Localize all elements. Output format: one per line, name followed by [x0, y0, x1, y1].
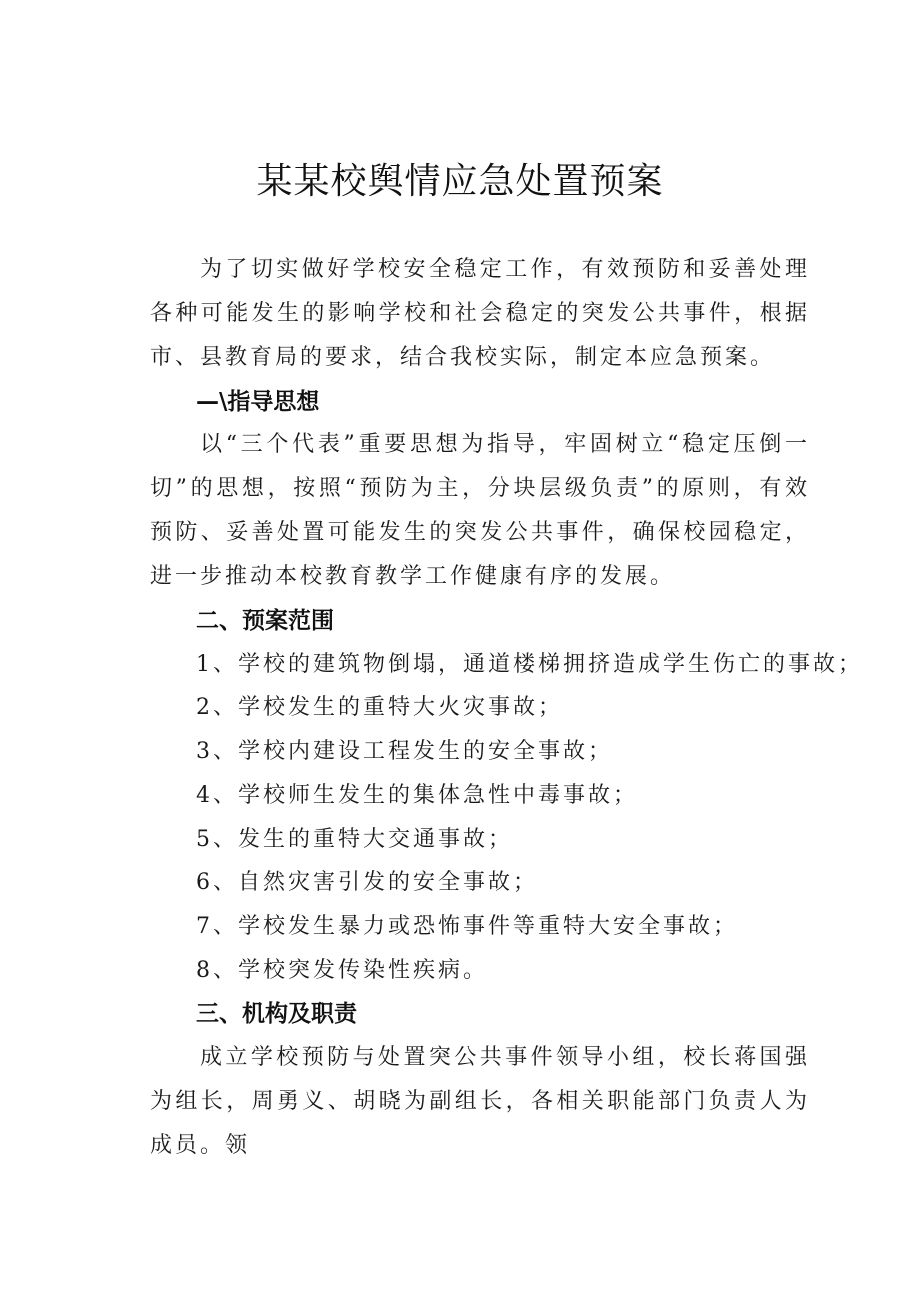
list-item: 8、学校突发传染性疾病。 — [196, 958, 488, 983]
section-heading-organization-duties: 三、机构及职责 — [196, 1001, 357, 1027]
organization-paragraph: 成立学校预防与处置突公共事件领导小组，校长蒋国强为组长，周勇义、胡晓为副组长，各相关职能部门负责人为成员。领 — [150, 1045, 810, 1158]
list-item: 3、学校内建设工程发生的安全事故； — [196, 739, 613, 764]
list-item: 1、学校的建筑物倒塌，通道楼梯拥挤造成学生伤亡的事故； — [196, 652, 863, 677]
section-heading-plan-scope: 二、预案范围 — [196, 608, 334, 634]
document-title: 某某校舆情应急处置预案 — [256, 161, 664, 202]
list-item: 7、学校发生暴力或恐怖事件等重特大安全事故； — [196, 914, 738, 939]
list-item: 4、学校师生发生的集体急性中毒事故； — [196, 783, 638, 808]
section-heading-guiding-ideology: —\指导思想 — [196, 389, 320, 415]
list-item: 5、发生的重特大交通事故； — [196, 827, 513, 852]
list-item: 2、学校发生的重特大火灾事故； — [196, 695, 563, 720]
intro-paragraph: 为了切实做好学校安全稳定工作，有效预防和妥善处理各种可能发生的影响学校和社会稳定的突发公共事件，根据市、县教育局的要求，结合我校实际，制定本应急预案。 — [150, 257, 810, 370]
list-item: 6、自然灾害引发的安全事故； — [196, 870, 538, 895]
guiding-ideology-paragraph: 以“三个代表”重要思想为指导，牢固树立“稳定压倒一切”的思想，按照“预防为主，分块层级负责”的原则，有效预防、妥善处置可能发生的突发公共事件，确保校园稳定，进一步推动本校教育教学工作健康有序的发展。 — [150, 432, 810, 589]
